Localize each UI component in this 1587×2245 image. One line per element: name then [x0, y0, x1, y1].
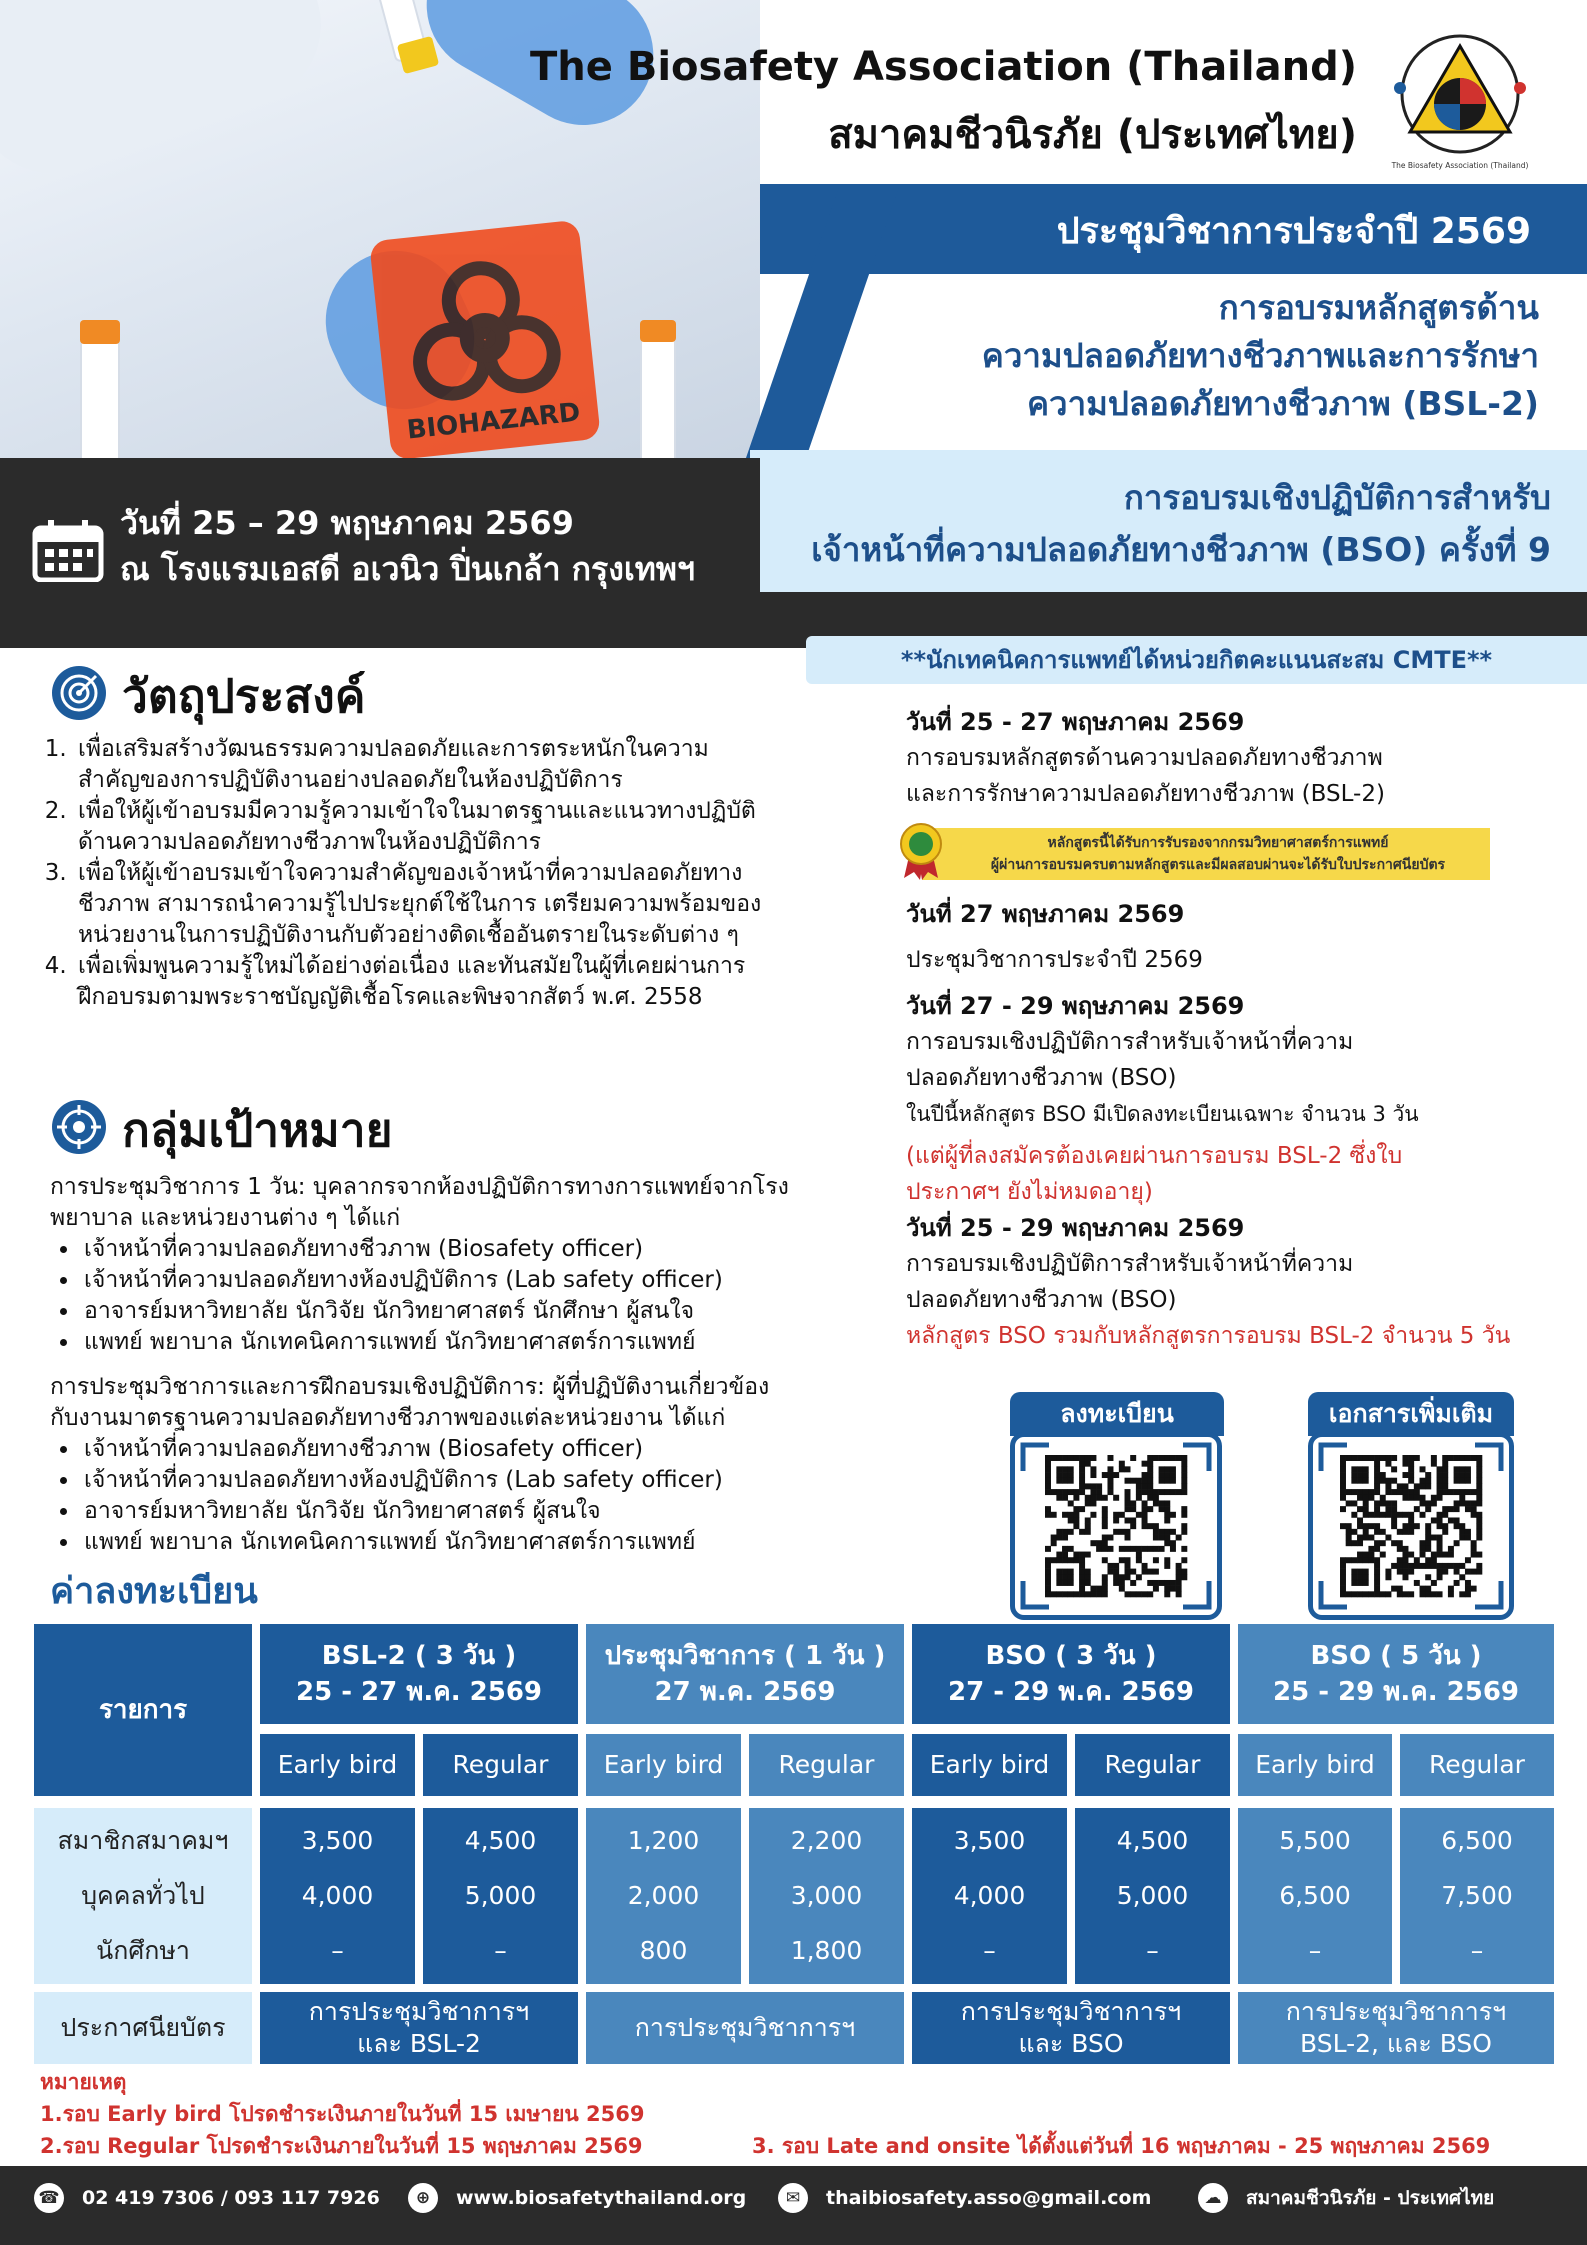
fee-heading: ค่าลงทะเบียน	[50, 1571, 258, 1612]
cert-cell	[586, 1992, 904, 2064]
price-cell: 1,200	[627, 1826, 700, 1856]
schedule-line: ปลอดภัยทางชีวภาพ (BSO)	[906, 1287, 1177, 1313]
schedule-warning: (แต่ผู้ที่ลงสมัครต้องเคยผ่านการอบรม BSL-2 ซึ่งใบ	[906, 1143, 1403, 1169]
documents-qr-card[interactable]	[1308, 1392, 1514, 1626]
notes-title: หมายเหตุ	[40, 2070, 127, 2094]
price-cell: 6,500	[1279, 1880, 1351, 1910]
course-header	[260, 1624, 578, 1724]
course-date: 27 - 29 พ.ค. 2569	[947, 1677, 1194, 1707]
register-qr-card[interactable]	[1010, 1392, 1224, 1626]
price-cell: 7,500	[1441, 1880, 1513, 1910]
note-item: 1.รอบ Early bird โปรดชำระเงินภายในวันที่ 15 เมษายน 2569	[40, 2102, 645, 2126]
event-date-line: วันที่ 25 – 29 พฤษภาคม 2569	[120, 504, 574, 542]
course-header	[912, 1624, 1230, 1724]
price-cell: –	[1470, 1935, 1484, 1965]
price-cell: –	[331, 1935, 344, 1965]
schedule-note: ในปีนี้หลักสูตร BSO มีเปิดลงทะเบียนเฉพาะ จำนวน 3 วัน	[906, 1102, 1419, 1126]
objective-item: 1. เพื่อเสริมสร้างวัฒนธรรมความปลอดภัยและการตระหนักในความสำคัญของการปฏิบัติงานอย่างปลอดภัยในห้องปฏิบัติการ	[74, 734, 770, 796]
price-cell: 1,800	[790, 1935, 863, 1965]
target-intro: การประชุมวิชาการ 1 วัน: บุคลากรจากห้องปฏิบัติการทางการแพทย์จากโรงพยาบาล และหน่วยงานต่าง ๆ ได้แก่	[50, 1174, 789, 1231]
price-cell: 4,500	[1116, 1826, 1189, 1856]
price-cell: –	[983, 1935, 996, 1965]
row-label: บุคคลทั่วไป	[81, 1880, 205, 1910]
course-name: BSO ( 5 วัน )	[1310, 1641, 1482, 1671]
price-cell: 4,500	[464, 1826, 537, 1856]
price-cell: 3,500	[301, 1826, 374, 1856]
fee-item-header: รายการ	[34, 1624, 252, 1796]
regular-header: Regular	[423, 1734, 578, 1796]
cert-line: และ BSL-2	[357, 2029, 481, 2058]
bsl-title-line: ความปลอดภัยทางชีวภาพ (BSL-2)	[1026, 384, 1539, 423]
early-bird-header: Early bird	[1238, 1734, 1392, 1796]
row-labels	[34, 1808, 252, 1984]
accreditation-ribbon	[898, 822, 1490, 884]
register-qr-label: ลงทะเบียน	[1010, 1392, 1224, 1436]
ribbon-text	[968, 832, 1468, 876]
objective-item: 3. เพื่อให้ผู้เข้าอบรมเข้าใจความสำคัญของเจ้าหน้าที่ความปลอดภัยทางชีวภาพ สามารถนำความรู้ไปประยุกต์ใช้ในการ เตรียมความพร้อมของหน่วยงานในการปฏิบัติงานกับตัวอย่างติดเชื้ออันตรายในระดับต่าง ๆ	[74, 858, 770, 951]
list-item: • แพทย์ พยาบาล นักเทคนิคการแพทย์ นักวิทยาศาสตร์การแพทย์	[80, 1527, 790, 1558]
bso-course-title	[811, 472, 1551, 576]
ribbon-line: หลักสูตรนี้ได้รับการรับรองจากกรมวิทยาศาสตร์การแพทย์	[1047, 835, 1389, 851]
documents-qr-code[interactable]	[1308, 1432, 1514, 1620]
price-cell: –	[1308, 1935, 1322, 1965]
schedule-date: วันที่ 25 - 29 พฤษภาคม 2569	[906, 1214, 1245, 1242]
price-cell: 4,000	[953, 1880, 1026, 1910]
price-column	[1238, 1808, 1392, 1984]
early-bird-header: Early bird	[260, 1734, 415, 1796]
crosshair-icon	[52, 1100, 106, 1154]
regular-header: Regular	[1075, 1734, 1230, 1796]
schedule-line: การอบรมเชิงปฏิบัติการสำหรับเจ้าหน้าที่ความ	[906, 1251, 1354, 1277]
schedule-line: การอบรมเชิงปฏิบัติการสำหรับเจ้าหน้าที่ความ	[906, 1029, 1354, 1055]
schedule-line: ประชุมวิชาการประจำปี 2569	[906, 947, 1203, 973]
course-date: 25 - 29 พ.ค. 2569	[1272, 1677, 1519, 1707]
phone-icon: ☎	[34, 2183, 64, 2213]
messenger-icon: ☁	[1198, 2183, 1228, 2213]
price-cell: 4,000	[301, 1880, 374, 1910]
cert-line: และ BSO	[1018, 2029, 1124, 2058]
bso-title-line: เจ้าหน้าที่ความปลอดภัยทางชีวภาพ (BSO) ครั้งที่ 9	[811, 530, 1551, 569]
schedule-date: วันที่ 27 พฤษภาคม 2569	[906, 900, 1185, 928]
cert-line: การประชุมวิชาการฯ	[308, 1997, 530, 2026]
course-name: BSO ( 3 วัน )	[985, 1641, 1157, 1671]
price-cell: 6,500	[1441, 1826, 1513, 1856]
target-section	[50, 1172, 790, 1558]
email-text: thaibiosafety.asso@gmail.com	[826, 2187, 1152, 2209]
course-date: 27 พ.ค. 2569	[654, 1677, 836, 1707]
schedule-date: วันที่ 27 - 29 พฤษภาคม 2569	[906, 992, 1245, 1020]
target-intro: การประชุมวิชาการและการฝึกอบรมเชิงปฏิบัติการ: ผู้ที่ปฏิบัติงานเกี่ยวข้องกับงานมาตรฐานความปลอดภัยทางชีวภาพของแต่ละหน่วยงาน ได้แก่	[50, 1374, 770, 1431]
cert-line: การประชุมวิชาการฯ	[960, 1997, 1182, 2026]
schedule-warning: ประกาศฯ ยังไม่หมดอายุ)	[906, 1179, 1153, 1205]
objectives-list	[50, 734, 770, 1013]
row-label: สมาชิกสมาคมฯ	[57, 1826, 229, 1856]
course-header	[1238, 1624, 1554, 1724]
cert-cell	[260, 1992, 578, 2064]
target-list	[80, 1234, 790, 1358]
course-name: ประชุมวิชาการ ( 1 วัน )	[604, 1641, 886, 1671]
course-date: 25 - 27 พ.ค. 2569	[295, 1677, 542, 1707]
price-column	[749, 1808, 904, 1984]
event-date	[120, 500, 695, 592]
target-heading: กลุ่มเป้าหมาย	[122, 1103, 393, 1157]
price-column	[1075, 1808, 1230, 1984]
note-item: 3. รอบ Late and onsite ได้ตั้งแต่วันที่ 16 พฤษภาคม - 25 พฤษภาคม 2569	[752, 2134, 1491, 2158]
messenger-text: สมาคมชีวนิรภัย - ประเทศไทย	[1246, 2187, 1495, 2209]
cert-cell	[1238, 1992, 1554, 2064]
target-list	[80, 1434, 790, 1558]
schedule-warning: หลักสูตร BSO รวมกับหลักสูตรการอบรม BSL-2 จำนวน 5 วัน	[906, 1323, 1511, 1349]
objectives-heading: วัตถุประสงค์	[122, 669, 366, 723]
globe-icon: ⊕	[408, 2183, 438, 2213]
price-cell: 3,500	[953, 1826, 1026, 1856]
footer-messenger[interactable]	[1198, 2178, 1494, 2218]
footer-phone[interactable]	[34, 2178, 380, 2218]
schedule-line: และการรักษาความปลอดภัยทางชีวภาพ (BSL-2)	[906, 781, 1385, 807]
medal-icon	[898, 822, 944, 880]
list-item: • เจ้าหน้าที่ความปลอดภัยทางชีวภาพ (Biosafety officer)	[80, 1434, 790, 1465]
list-item: • เจ้าหน้าที่ความปลอดภัยทางห้องปฏิบัติการ (Lab safety officer)	[80, 1265, 790, 1296]
email-icon: ✉	[778, 2183, 808, 2213]
bso-title-line: การอบรมเชิงปฏิบัติการสำหรับ	[1123, 478, 1551, 517]
price-column	[423, 1808, 578, 1984]
price-cell: 2,200	[790, 1826, 863, 1856]
price-cell: –	[494, 1935, 507, 1965]
price-cell: 2,000	[627, 1880, 700, 1910]
calendar-icon	[32, 518, 104, 582]
objective-item: 2. เพื่อให้ผู้เข้าอบรมมีความรู้ความเข้าใจในมาตรฐานและแนวทางปฏิบัติด้านความปลอดภัยทางชีวภาพในห้องปฏิบัติการ	[74, 796, 770, 858]
website-text: www.biosafetythailand.org	[456, 2187, 747, 2209]
note-item: 2.รอบ Regular โปรดชำระเงินภายในวันที่ 15 พฤษภาคม 2569	[40, 2134, 643, 2158]
price-column	[260, 1808, 415, 1984]
conference-title: ประชุมวิชาการประจำปี 2569	[1056, 211, 1531, 252]
schedule	[906, 704, 1566, 1354]
price-cell: 5,000	[464, 1880, 537, 1910]
ribbon-line: ผู้ผ่านการอบรมครบตามหลักสูตรและมีผลสอบผ่านจะได้รับใบประกาศนียบัตร	[990, 857, 1446, 873]
bsl-title-line: ความปลอดภัยทางชีวภาพและการรักษา	[981, 336, 1539, 375]
price-column	[1400, 1808, 1554, 1984]
org-title-th: สมาคมชีวนิรภัย (ประเทศไทย)	[828, 112, 1357, 158]
association-logo	[1390, 28, 1530, 178]
price-cell: 5,500	[1279, 1826, 1351, 1856]
event-venue-line: ณ โรงแรมเอสดี อเวนิว ปิ่นเกล้า กรุงเทพฯ	[120, 550, 695, 588]
row-label: นักศึกษา	[96, 1935, 190, 1965]
bag-label: BIOHAZARD	[405, 397, 582, 446]
fee-table	[34, 1624, 1554, 2064]
list-item: • อาจารย์มหาวิทยาลัย นักวิจัย นักวิทยาศาสตร์ นักศึกษา ผู้สนใจ	[80, 1296, 790, 1327]
cert-line: BSL-2, และ BSO	[1300, 2029, 1492, 2058]
early-bird-header: Early bird	[912, 1734, 1067, 1796]
course-name: BSL-2 ( 3 วัน )	[321, 1641, 517, 1671]
list-item: • เจ้าหน้าที่ความปลอดภัยทางชีวภาพ (Biosafety officer)	[80, 1234, 790, 1265]
target-icon	[52, 666, 106, 720]
bsl-title-line: การอบรมหลักสูตรด้าน	[1218, 288, 1539, 327]
notes	[40, 2066, 645, 2162]
cert-cell	[912, 1992, 1230, 2064]
bsl-course-title	[982, 284, 1539, 428]
schedule-line: ปลอดภัยทางชีวภาพ (BSO)	[906, 1065, 1177, 1091]
biohazard-bag	[369, 220, 601, 461]
price-cell: 800	[639, 1935, 688, 1965]
price-column	[586, 1808, 741, 1984]
cert-line: การประชุมวิชาการฯ	[1285, 1997, 1507, 2026]
list-item: • แพทย์ พยาบาล นักเทคนิคการแพทย์ นักวิทยาศาสตร์การแพทย์	[80, 1327, 790, 1358]
phone-text: 02 419 7306 / 093 117 7926	[82, 2187, 380, 2209]
cert-row-label: ประกาศนียบัตร	[34, 1992, 252, 2064]
list-item: • อาจารย์มหาวิทยาลัย นักวิจัย นักวิทยาศาสตร์ ผู้สนใจ	[80, 1496, 790, 1527]
register-qr-code[interactable]	[1010, 1432, 1222, 1620]
course-header	[586, 1624, 904, 1724]
footer-website[interactable]	[408, 2178, 746, 2218]
objective-item: 4. เพื่อเพิ่มพูนความรู้ใหม่ได้อย่างต่อเนื่อง และทันสมัยในผู้ที่เคยผ่านการฝึกอบรมตามพระราชบัญญัติเชื้อโรคและพิษจากสัตว์ พ.ศ. 2558	[74, 951, 770, 1013]
footer-email[interactable]	[778, 2178, 1151, 2218]
cmte-banner: **นักเทคนิคการแพทย์ได้หน่วยกิตคะแนนสะสม CMTE**	[806, 636, 1587, 684]
regular-header: Regular	[1400, 1734, 1554, 1796]
price-cell: –	[1146, 1935, 1159, 1965]
schedule-date: วันที่ 25 - 27 พฤษภาคม 2569	[906, 708, 1245, 736]
early-bird-header: Early bird	[586, 1734, 741, 1796]
price-cell: 3,000	[790, 1880, 863, 1910]
price-column	[912, 1808, 1067, 1984]
regular-header: Regular	[749, 1734, 904, 1796]
org-title-en: The Biosafety Association (Thailand)	[530, 44, 1357, 90]
list-item: • เจ้าหน้าที่ความปลอดภัยทางห้องปฏิบัติการ (Lab safety officer)	[80, 1465, 790, 1496]
cert-line: การประชุมวิชาการฯ	[634, 2013, 856, 2042]
price-cell: 5,000	[1116, 1880, 1189, 1910]
documents-qr-label: เอกสารเพิ่มเติม	[1308, 1392, 1514, 1436]
schedule-line: การอบรมหลักสูตรด้านความปลอดภัยทางชีวภาพ	[906, 745, 1383, 771]
logo-caption: The Biosafety Association (Thailand)	[1391, 161, 1529, 170]
